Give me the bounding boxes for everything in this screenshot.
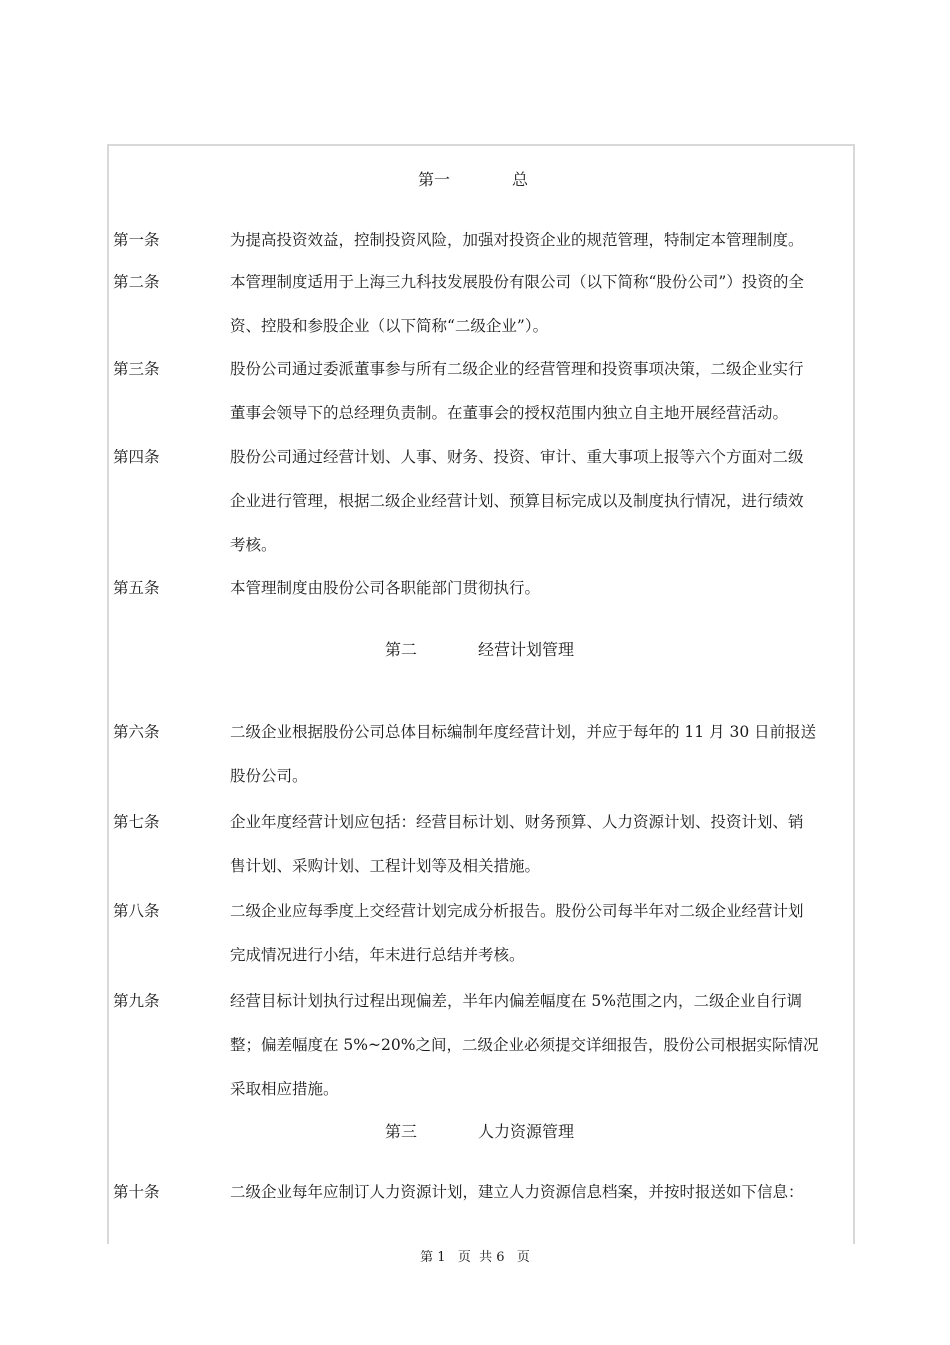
article-text bbox=[230, 566, 854, 610]
article-text bbox=[230, 435, 854, 567]
article-number: 第四条 bbox=[113, 448, 160, 466]
article-number: 第七条 bbox=[113, 813, 160, 831]
article-text bbox=[230, 800, 854, 888]
article-text bbox=[230, 260, 854, 348]
article-line: 股份公司通过委派董事参与所有二级企业的经营管理和投资事项决策，二级企业实行 bbox=[230, 360, 804, 378]
chapter-2-title: 经营计划管理 bbox=[478, 640, 575, 659]
article-number: 第九条 bbox=[113, 992, 160, 1010]
article-number: 第六条 bbox=[113, 723, 160, 741]
article-number: 第五条 bbox=[113, 579, 160, 597]
article-line: 为提高投资效益，控制投资风险，加强对投资企业的规范管理，特制定本管理制度。 bbox=[230, 231, 804, 249]
article-line: 资、控股和参股企业（以下简称“二级企业”）。 bbox=[230, 317, 549, 335]
article-line: 售计划、采购计划、工程计划等及相关措施。 bbox=[230, 857, 541, 875]
article-text bbox=[230, 347, 854, 435]
article-text bbox=[230, 218, 854, 262]
article-text bbox=[230, 710, 854, 798]
chapter-2-number: 第二 bbox=[385, 640, 418, 659]
chapter-3-number: 第三 bbox=[385, 1122, 418, 1141]
article-line: 本管理制度由股份公司各职能部门贯彻执行。 bbox=[230, 579, 541, 597]
article-line: 二级企业应每季度上交经营计划完成分析报告。股份公司每半年对二级企业经营计划 bbox=[230, 902, 804, 920]
article-line: 企业年度经营计划应包括：经营目标计划、财务预算、人力资源计划、投资计划、销 bbox=[230, 813, 804, 831]
article-line: 股份公司。 bbox=[230, 767, 308, 785]
article-number: 第十条 bbox=[113, 1183, 160, 1201]
article-line: 经营目标计划执行过程出现偏差，半年内偏差幅度在 5%范围之内，二级企业自行调 bbox=[230, 992, 803, 1010]
article-text bbox=[230, 979, 854, 1111]
chapter-3-title: 人力资源管理 bbox=[478, 1122, 575, 1141]
article-number: 第一条 bbox=[113, 231, 160, 249]
article-line: 董事会领导下的总经理负责制。在董事会的授权范围内独立自主地开展经营活动。 bbox=[230, 404, 789, 422]
article-line: 二级企业每年应制订人力资源计划，建立人力资源信息档案，并按时报送如下信息： bbox=[230, 1183, 804, 1201]
article-line: 股份公司通过经营计划、人事、财务、投资、审计、重大事项上报等六个方面对二级 bbox=[230, 448, 804, 466]
article-number: 第三条 bbox=[113, 360, 160, 378]
article-line: 考核。 bbox=[230, 536, 277, 554]
chapter-1-title: 总 bbox=[512, 170, 529, 189]
article-line: 企业进行管理，根据二级企业经营计划、预算目标完成以及制度执行情况，进行绩效 bbox=[230, 492, 804, 510]
article-number: 第二条 bbox=[113, 273, 160, 291]
article-line: 二级企业根据股份公司总体目标编制年度经营计划，并应于每年的 11 月 30 日前报送 bbox=[230, 723, 817, 741]
page-number-footer: 第 1 页 共 6 页 bbox=[420, 1250, 530, 1265]
article-text bbox=[230, 1170, 854, 1214]
article-line: 采取相应措施。 bbox=[230, 1080, 339, 1098]
article-line: 完成情况进行小结，年末进行总结并考核。 bbox=[230, 946, 525, 964]
article-line: 本管理制度适用于上海三九科技发展股份有限公司（以下简称“股份公司”）投资的全 bbox=[230, 273, 804, 291]
article-text bbox=[230, 889, 854, 977]
chapter-1-number: 第一 bbox=[418, 170, 451, 189]
article-line: 整；偏差幅度在 5%~20%之间，二级企业必须提交详细报告，股份公司根据实际情况 bbox=[230, 1036, 819, 1054]
article-number: 第八条 bbox=[113, 902, 160, 920]
